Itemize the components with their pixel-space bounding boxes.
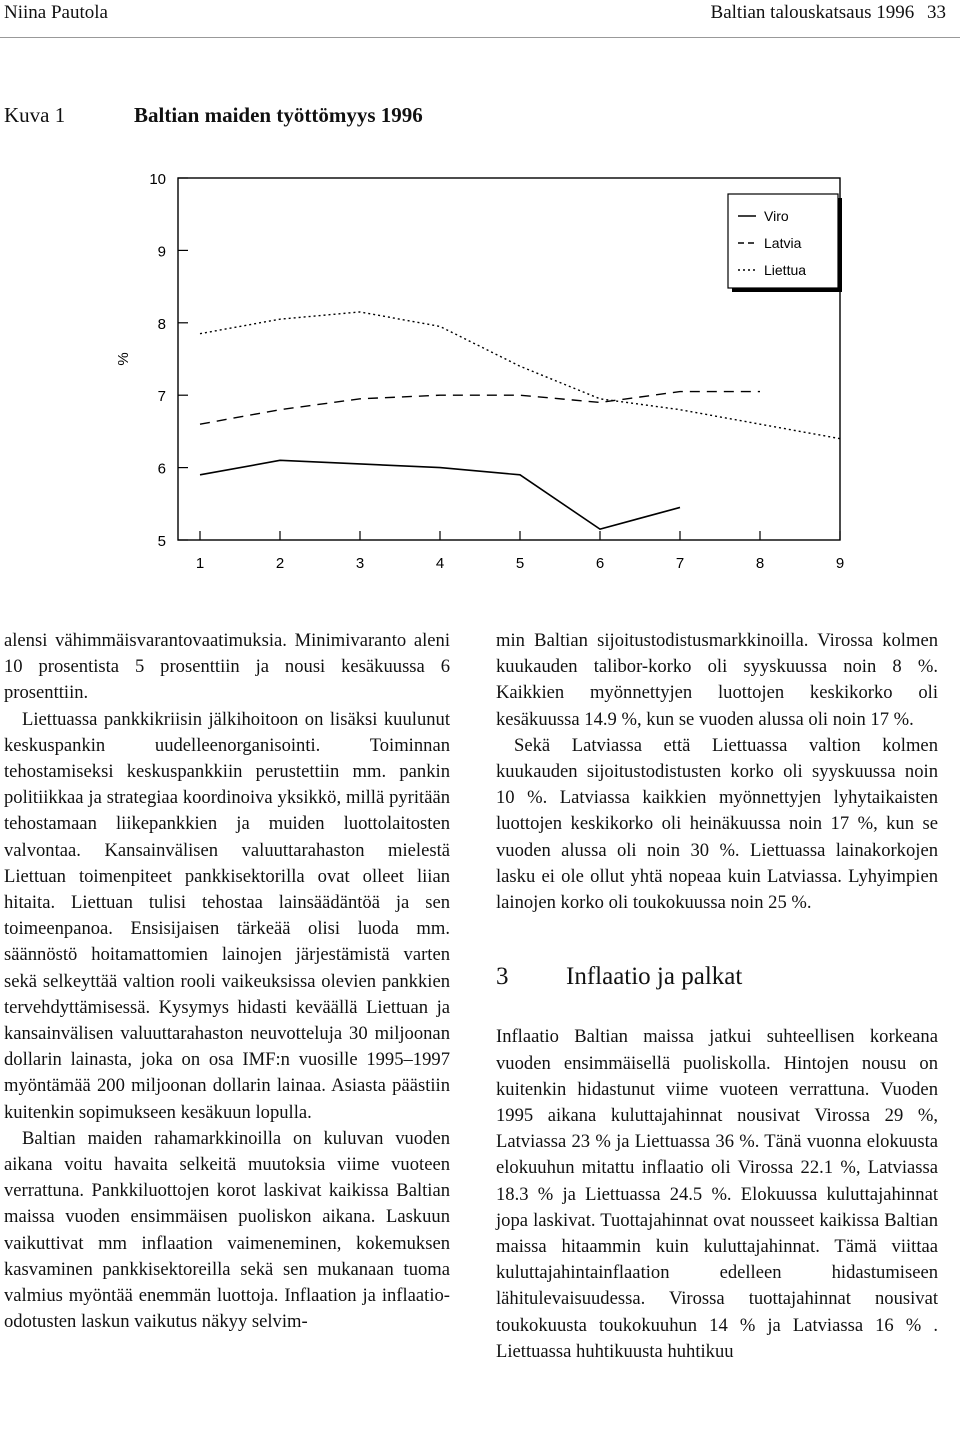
x-tick-label-7: 7 (675, 555, 685, 572)
left-paragraph-1: alensi vähimmäisvarantovaatimuksia. Minimivaranto aleni 10 prosentista 5 prosenttiin ja nousi kesäkuussa 6 prosenttiin. (4, 630, 450, 704)
figure-caption (4, 103, 423, 128)
y-tick-label-8: 8 (157, 315, 166, 333)
x-tick-label-8: 8 (755, 555, 765, 572)
section-title: Inflaatio ja palkat (566, 963, 743, 991)
legend-label-viro: Viro (764, 208, 789, 224)
header-author: Niina Pautola (4, 2, 108, 23)
header-publication (711, 2, 946, 24)
x-tick-label-1: 1 (195, 555, 205, 572)
series-line-latvia (200, 392, 760, 425)
series-line-liettua (200, 312, 840, 439)
figure-title: Baltian maiden työttömyys 1996 (134, 103, 423, 127)
chart-legend (728, 194, 842, 292)
header-rule (0, 37, 960, 38)
left-paragraph-2: Liettuassa pankkikriisin jälkihoitoon on lisäksi kuulunut keskuspankin uudelleenorganisointi. Toiminnan tehostamiseksi keskuspankkiin perustettiin mm. pankin politiikkaa ja strategiaa koordinoiva yksikkö, millä pyritään tehostamaan liikepankkien ja muiden luottolaitosten valvontaa. Kansainvälisen valuuttarahaston mielestä Liettuan toimenpiteet pankkisektorilla ovat olleet liian hitaita. Liettuan tulisi tehostaa lainsäädäntöä ja sen toimeenpanoa. Ensisijaisen tärkeää olisi luoda mm. säännöstö hoitamattomien lainojen järjestämistä varten sekä selkeyttää valtion rooli vaikeuksissa olevien pankkien tervehdyttämisessä. Kysymys hidasti keväällä Liettuan ja kansainvälisen valuuttarahaston neuvotteluja 30 miljoonan dollarin lainasta, joka on osa IMF:n vuosille 1995–1997 myöntämää 200 miljoonan dollarin lainaa. Asiasta päästiin kuitenkin sopimukseen kesäkuun lopulla. (4, 708, 450, 1123)
y-tick-label-6: 6 (157, 460, 166, 478)
right-paragraph-3: Inflaatio Baltian maissa jatkui suhteellisen korkeana vuoden ensimmäisellä puoliskolla. Hintojen nousu on kuitenkin hidastunut viime vuoteen verrattuna. Vuoden 1995 aikana kuluttajahinnat nousivat Virossa 29 %, Latviassa 23 % ja Liettuassa 36 %. Tänä vuonna elokuusta elokuuhun mitattu inflaatio oli Virossa 22.1 %, Latviassa 18.3 % ja Liettuassa 24.5 %. Elokuussa kuluttajahinnat jopa laskivat. Tuottajahinnat ovat nousseet kaikissa Baltian maissa hitaammin kuin kuluttajahinnat. Tämä viittaa kuluttajahintainflaation edelleen hidastumiseen lähitulevaisuudessa. Virossa tuottajahinnat nousivat toukokuusta toukokuuhun 14 % ja Latviassa 16 % . Liettuassa huhtikuusta huhtikuu (496, 1026, 938, 1362)
x-tick-label-6: 6 (595, 555, 605, 572)
running-head (0, 0, 960, 28)
section-heading (496, 964, 938, 990)
header-publication-title: Baltian talouskatsaus 1996 (710, 2, 915, 23)
left-paragraph-3: Baltian maiden rahamarkkinoilla on kuluvan vuoden aikana voitu havaita selkeitä muutoksia viime vuoteen verrattuna. Pankkiluottojen korot laskivat kaikissa Baltian maissa vuoden ensimmäisen puoliskon aikana. Laskuun vaikuttivat mm inflaation vaimeneminen, kokemuksen kasvaminen pankkisektoreilla sekä sen mukanaan tuoma valmius myöntää enemmän luottoja. Inflaation ja inflaatio-odotusten laskun vaikutus näkyy selvim- (4, 1127, 450, 1333)
unemployment-chart (0, 160, 960, 590)
right-column (496, 628, 938, 1365)
y-axis-label: % (115, 352, 132, 366)
chart-lines (200, 312, 840, 529)
x-tick-label-5: 5 (515, 555, 525, 572)
y-tick-label-5: 5 (157, 533, 166, 550)
left-column (4, 628, 450, 1335)
x-tick-label-4: 4 (435, 555, 445, 572)
x-tick-label-2: 2 (275, 555, 285, 572)
right-paragraph-2: Sekä Latviassa että Liettuassa valtion kolmen kuukauden sijoitustodistusten korko oli syyskuussa noin 10 %. Latviassa kaikkien myönnettyjen lyhytaikaisten luottojen keskikorko oli heinäkuussa noin 17 %, kun se vuoden alussa oli noin 30 %. Liettuassa lainakorkojen lasku ei ole ollut yhtä nopeaa kuin Latviassa. Lyhyimpien lainojen korko oli toukokuussa noin 25 %. (496, 734, 938, 914)
legend-label-latvia: Latvia (764, 235, 802, 251)
section-number: 3 (496, 963, 509, 991)
y-tick-label-10: 10 (149, 171, 166, 188)
y-tick-label-7: 7 (157, 388, 166, 406)
legend-label-liettua: Liettua (764, 262, 807, 278)
x-tick-label-9: 9 (835, 555, 845, 572)
right-paragraph-1: min Baltian sijoitustodistusmarkkinoilla. Virossa kolmen kuukauden talibor-korko oli syyskuussa noin 8 %. Kaikkien myönnettyjen luottojen keskikorko oli kesäkuussa 14.9 %, kun se vuoden alussa oli noin 17 %. (496, 630, 938, 730)
header-page-number: 33 (927, 2, 946, 23)
y-tick-label-9: 9 (157, 243, 166, 261)
series-line-viro (200, 460, 680, 529)
figure-label: Kuva 1 (4, 103, 66, 127)
x-tick-label-3: 3 (355, 555, 365, 572)
